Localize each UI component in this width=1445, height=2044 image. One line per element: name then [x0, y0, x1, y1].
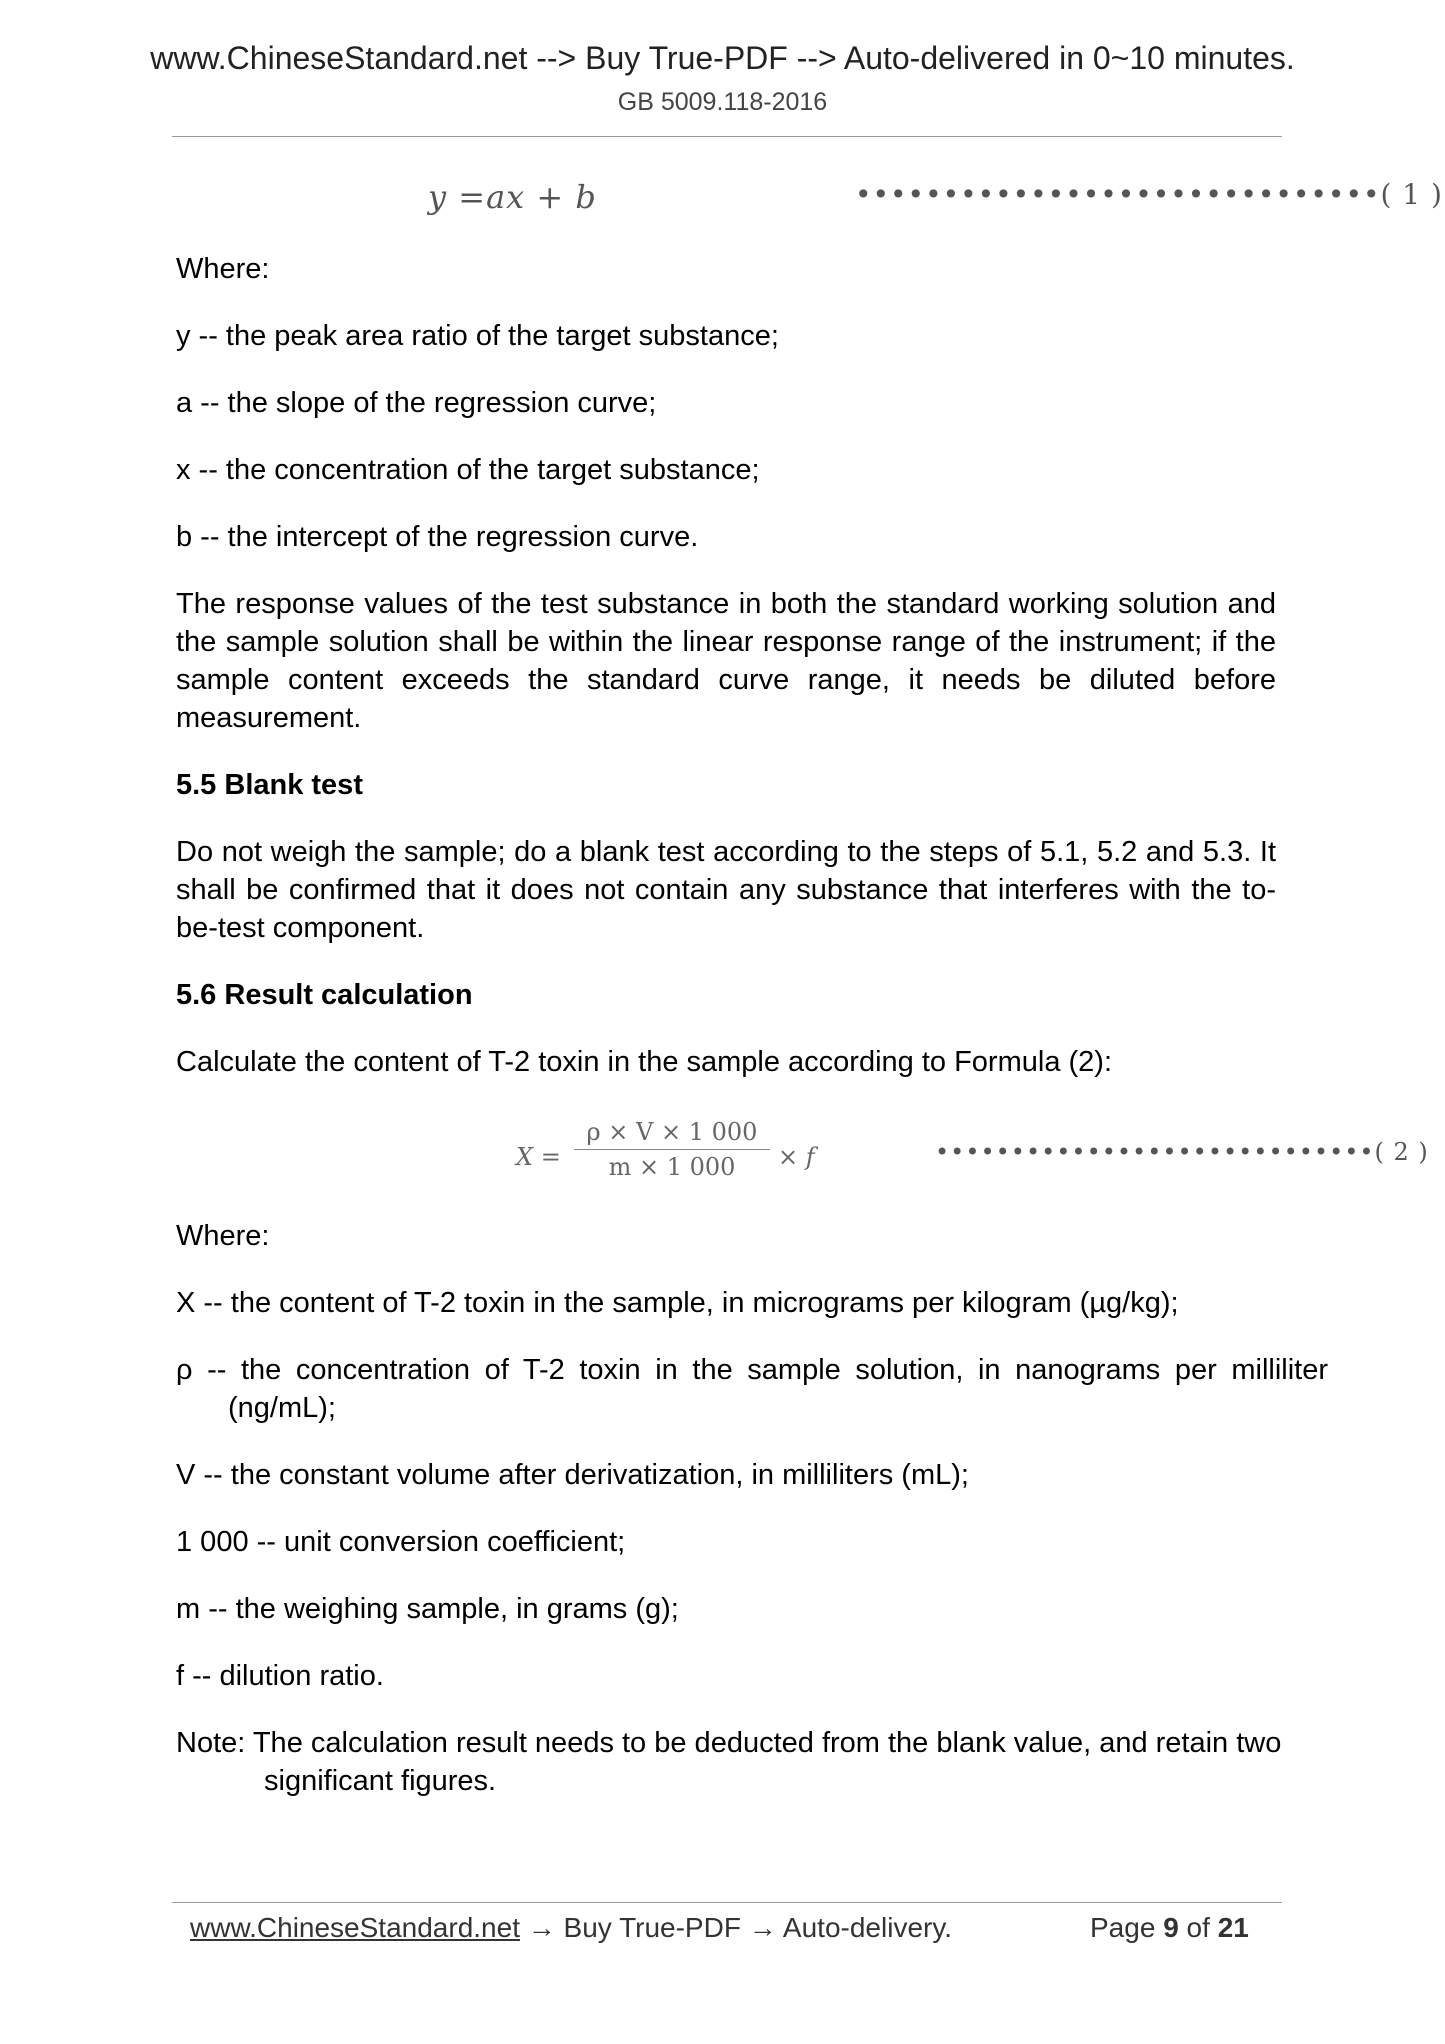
equation-2-fraction	[574, 1118, 770, 1181]
equation-1: y =ax + b	[428, 178, 597, 216]
definition-V: V -- the constant volume after derivatization, in milliliters (mL);	[176, 1459, 969, 1491]
footer-text: → Buy True-PDF → Auto-delivery.	[519, 1912, 953, 1943]
equation-2-lhs: X =	[516, 1143, 561, 1171]
calculation-note: Note: The calculation result needs to be deducted from the blank value, and retain two significant figures.	[176, 1727, 1282, 1797]
page-indicator	[1090, 1912, 1249, 1944]
footer-divider	[172, 1902, 1282, 1903]
fraction-bar	[574, 1149, 770, 1150]
page-current: 9	[1163, 1912, 1179, 1943]
equation-1-number: ••••••••••••••••••••••••••••••( 1 )	[855, 178, 1443, 211]
equation-2-number: •••••••••••••••••••••••••••••( 2 )	[935, 1138, 1429, 1166]
equation-2-denominator: m × 1 000	[608, 1153, 736, 1181]
footer-website-link[interactable]: www.ChineseStandard.net	[190, 1912, 520, 1943]
header-banner: www.ChineseStandard.net --> Buy True-PDF --> Auto-delivered in 0~10 minutes.	[150, 40, 1295, 76]
page-total: 21	[1217, 1912, 1249, 1943]
result-calculation-paragraph: Calculate the content of T-2 toxin in the sample according to Formula (2):	[176, 1046, 1113, 1078]
response-paragraph: The response values of the test substance in both the standard working solution and the sample solution shall be within the linear response range of the instrument; if the sample content exceeds the standard curve range, it needs be diluted before measurement.	[176, 588, 1276, 734]
section-heading-5-6: 5.6 Result calculation	[176, 979, 473, 1011]
footer-left	[190, 1912, 952, 1944]
equation-2-numerator: ρ × V × 1 000	[586, 1118, 758, 1146]
header-divider	[172, 136, 1282, 137]
definition-a: a -- the slope of the regression curve;	[176, 387, 657, 419]
of-word: of	[1186, 1912, 1210, 1943]
blank-test-paragraph: Do not weigh the sample; do a blank test according to the steps of 5.1, 5.2 and 5.3. It shall be confirmed that it does not contain any substance that interferes with the to-be-test component.	[176, 836, 1276, 944]
page-word: Page	[1090, 1912, 1156, 1943]
definition-f: f -- dilution ratio.	[176, 1660, 384, 1692]
where-label-2: Where:	[176, 1220, 270, 1252]
equation-2-tail: × f	[778, 1143, 815, 1171]
definition-x: x -- the concentration of the target substance;	[176, 454, 760, 486]
where-label: Where:	[176, 253, 270, 285]
definition-X: X -- the content of T-2 toxin in the sample, in micrograms per kilogram (µg/kg);	[176, 1287, 1179, 1319]
definition-1000: 1 000 -- unit conversion coefficient;	[176, 1526, 626, 1558]
definition-rho: ρ -- the concentration of T-2 toxin in the sample solution, in nanograms per milliliter (ng/mL);	[176, 1354, 1328, 1424]
standard-code: GB 5009.118-2016	[617, 88, 828, 116]
definition-y: y -- the peak area ratio of the target substance;	[176, 320, 779, 352]
definition-b: b -- the intercept of the regression curve.	[176, 521, 699, 553]
section-heading-5-5: 5.5 Blank test	[176, 769, 363, 801]
definition-m: m -- the weighing sample, in grams (g);	[176, 1593, 679, 1625]
